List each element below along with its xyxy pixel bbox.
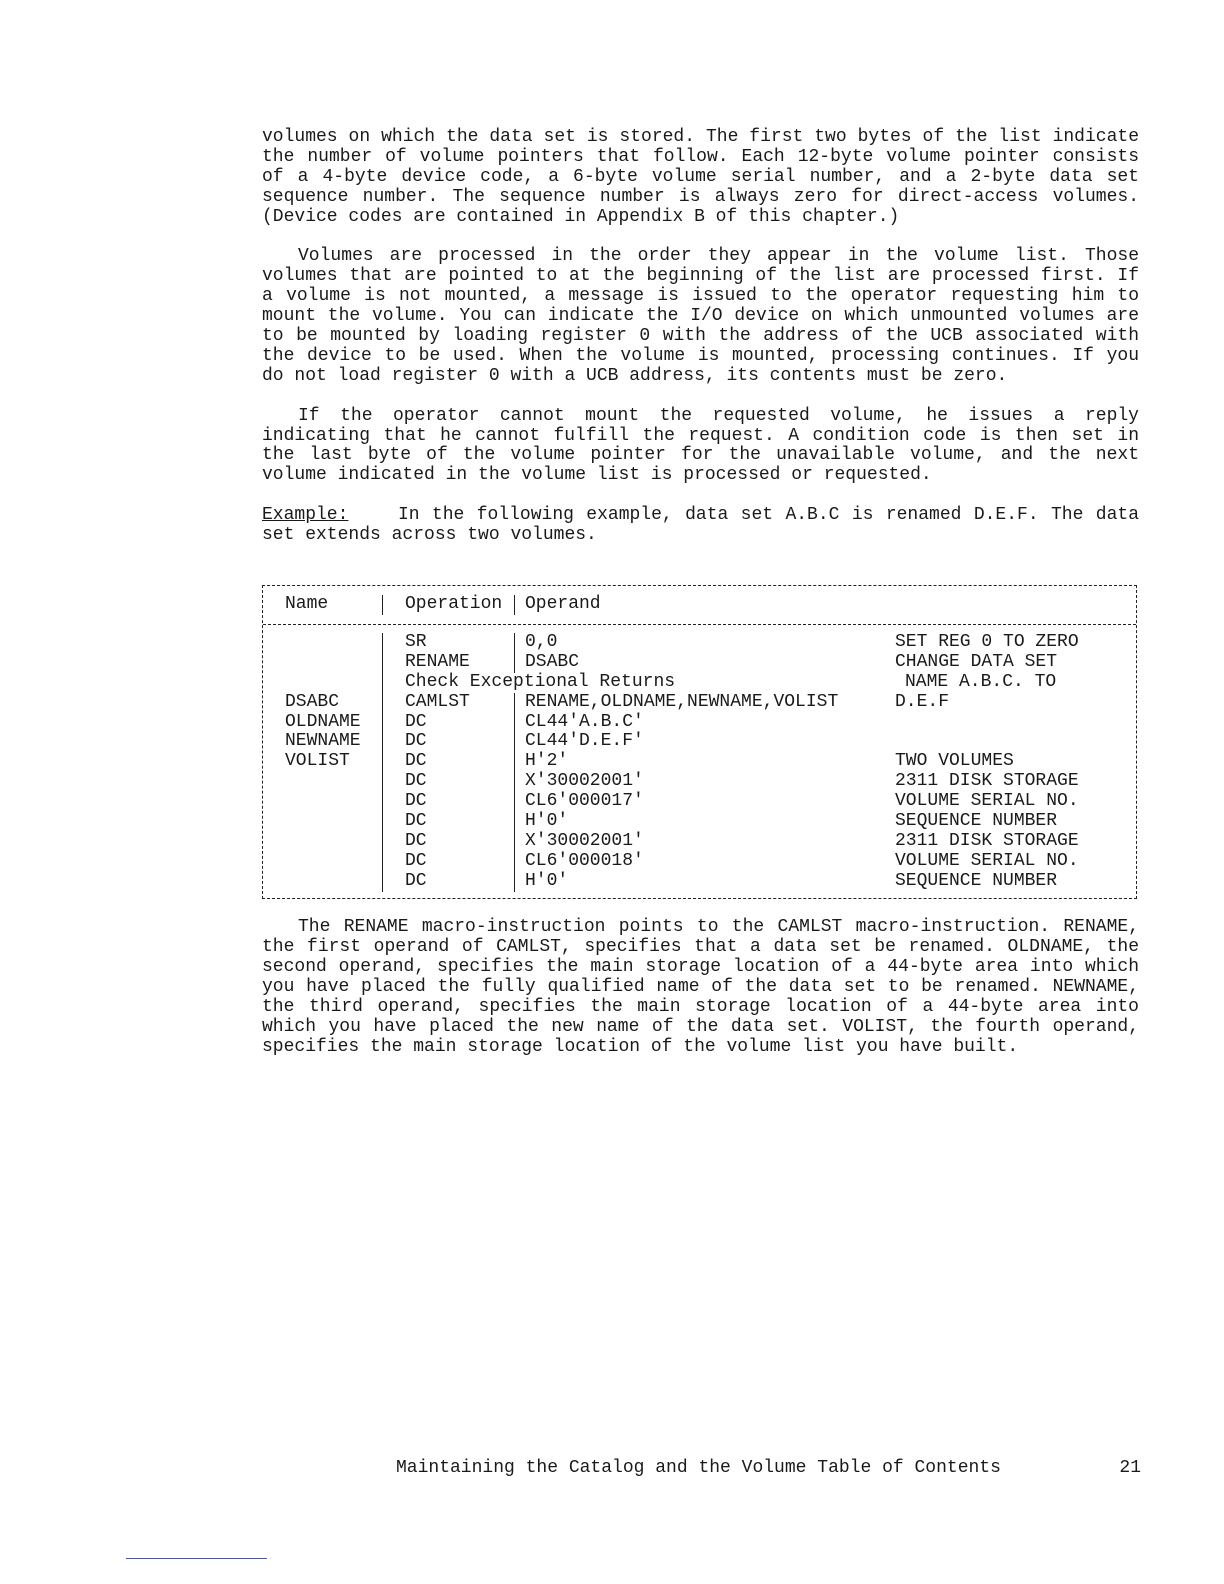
- cell-name: [263, 792, 383, 812]
- cell-operand: RENAME,OLDNAME,NEWNAME,VOLIST: [525, 691, 839, 712]
- table-row: [263, 633, 1136, 653]
- cell-name: VOLIST: [263, 752, 383, 772]
- paragraph-operator-reply: If the operator cannot mount the requested volume, he issues a reply indicating that he cannot fulfill the request. A condition code is then set in the last byte of the volume pointer for the unavailable volume, and the next volume indicated in the volume list is processed or requested.: [262, 405, 1139, 486]
- cell-comment: VOLUME SERIAL NO.: [895, 850, 1079, 871]
- cell-operation: DC: [383, 812, 515, 832]
- cell-operand: X'30002001': [525, 830, 644, 851]
- table-row: [263, 732, 1136, 752]
- paragraph-volume-list: volumes on which the data set is stored. The first two bytes of the list indicate the number of volume pointers that follow. Each 12-byte volume pointer consists of a 4-byte device code, a 6-byte volume serial number, and a 2-byte data set sequence number. The sequence number is always zero for direct-access volumes. (Device codes are contained in Appendix B of this chapter.): [262, 127, 1139, 227]
- cell-operation: SR: [383, 633, 515, 653]
- cell-name: OLDNAME: [263, 713, 383, 733]
- header-operation: Operation: [383, 595, 515, 615]
- cell-operation: RENAME: [383, 653, 515, 673]
- table-row: [263, 832, 1136, 852]
- example-text: In the following example, data set A.B.C is renamed D.E.F. The data set extends across two volumes.: [262, 505, 1139, 546]
- paragraph-example: [262, 506, 1139, 546]
- cell-comment: D.E.F: [895, 691, 950, 712]
- cell-name: DSABC: [263, 693, 383, 713]
- cell-operation: DC: [383, 872, 515, 892]
- cell-name: [263, 872, 383, 892]
- cell-operation: DC: [383, 752, 515, 772]
- cell-comment: TWO VOLUMES: [895, 751, 1014, 772]
- cell-name: NEWNAME: [263, 732, 383, 752]
- cell-comment: NAME A.B.C. TO: [905, 671, 1057, 692]
- table-row: [263, 792, 1136, 812]
- table-row: [263, 812, 1136, 832]
- table-body: [263, 625, 1136, 898]
- table-row: [263, 673, 1136, 693]
- code-table: [262, 585, 1137, 899]
- cell-operation: DC: [383, 772, 515, 792]
- table-row: [263, 752, 1136, 772]
- paragraph-rename-explanation: The RENAME macro-instruction points to the CAMLST macro-instruction. RENAME, the first operand of CAMLST, specifies that a data set be renamed. OLDNAME, the second operand, specifies the main storage location of a 44-byte area into which you have placed the fully qualified name of the data set to be renamed. NEWNAME, the third operand, specifies the main storage location of a 44-byte area into which you have placed the new name of the data set. VOLIST, the fourth operand, specifies the main storage location of the volume list you have built.: [262, 917, 1139, 1057]
- cell-comment: 2311 DISK STORAGE: [895, 830, 1079, 851]
- table-row: [263, 653, 1136, 673]
- cell-operand: CL44'D.E.F': [525, 731, 644, 752]
- cell-operand: CL6'000017': [525, 791, 644, 812]
- cell-operand: H'2': [525, 751, 569, 772]
- cell-operand: CL44'A.B.C': [525, 711, 644, 732]
- footnote-rule: [126, 1558, 267, 1559]
- cell-comment: 2311 DISK STORAGE: [895, 771, 1079, 792]
- cell-operation: DC: [383, 832, 515, 852]
- cell-operation: DC: [383, 713, 515, 733]
- cell-operand: 0,0: [525, 631, 558, 652]
- table-row: [263, 693, 1136, 713]
- cell-comment: VOLUME SERIAL NO.: [895, 791, 1079, 812]
- table-row: [263, 852, 1136, 872]
- cell-name: [263, 633, 383, 653]
- cell-operation: CAMLST: [383, 693, 515, 713]
- cell-comment: SEQUENCE NUMBER: [895, 811, 1058, 831]
- cell-operand: H'0': [525, 811, 569, 831]
- cell-name: [263, 772, 383, 792]
- page-content: [262, 128, 1139, 1058]
- cell-name: [263, 832, 383, 852]
- cell-operand: X'30002001': [525, 771, 644, 792]
- cell-name: [263, 812, 383, 832]
- cell-name: [263, 852, 383, 872]
- cell-comment: CHANGE DATA SET: [895, 651, 1058, 672]
- cell-operation-span: Check Exceptional Returns: [405, 671, 676, 692]
- footer-title: Maintaining the Catalog and the Volume Table of Contents: [396, 1458, 1001, 1478]
- cell-comment: SEQUENCE NUMBER: [895, 870, 1058, 891]
- cell-operand: H'0': [525, 870, 569, 891]
- table-row: [263, 713, 1136, 733]
- cell-comment: SET REG 0 TO ZERO: [895, 631, 1079, 652]
- cell-operation: DC: [383, 732, 515, 752]
- cell-name: [263, 673, 383, 693]
- header-name: Name: [263, 595, 383, 615]
- page-footer: [396, 1458, 1141, 1478]
- table-row: [263, 872, 1136, 892]
- paragraph-processing-order: Volumes are processed in the order they appear in the volume list. Those volumes that are pointed to at the beginning of the list are processed first. If a volume is not mounted, a message is issued to the operator requesting him to mount the volume. You can indicate the I/O device on which unmounted volumes are to be mounted by loading register 0 with the address of the UCB associated with the device to be used. When the volume is mounted, processing continues. If you do not load register 0 with a UCB address, its contents must be zero.: [262, 246, 1139, 386]
- table-header: [263, 586, 1136, 625]
- cell-operation: DC: [383, 792, 515, 812]
- example-label: Example:: [262, 505, 349, 526]
- cell-operand: CL6'000018': [525, 850, 644, 871]
- header-operand: Operand: [525, 594, 601, 615]
- table-row: [263, 772, 1136, 792]
- cell-operand: DSABC: [525, 651, 580, 672]
- cell-name: [263, 653, 383, 673]
- cell-operation: DC: [383, 852, 515, 872]
- page-number: 21: [1119, 1458, 1141, 1478]
